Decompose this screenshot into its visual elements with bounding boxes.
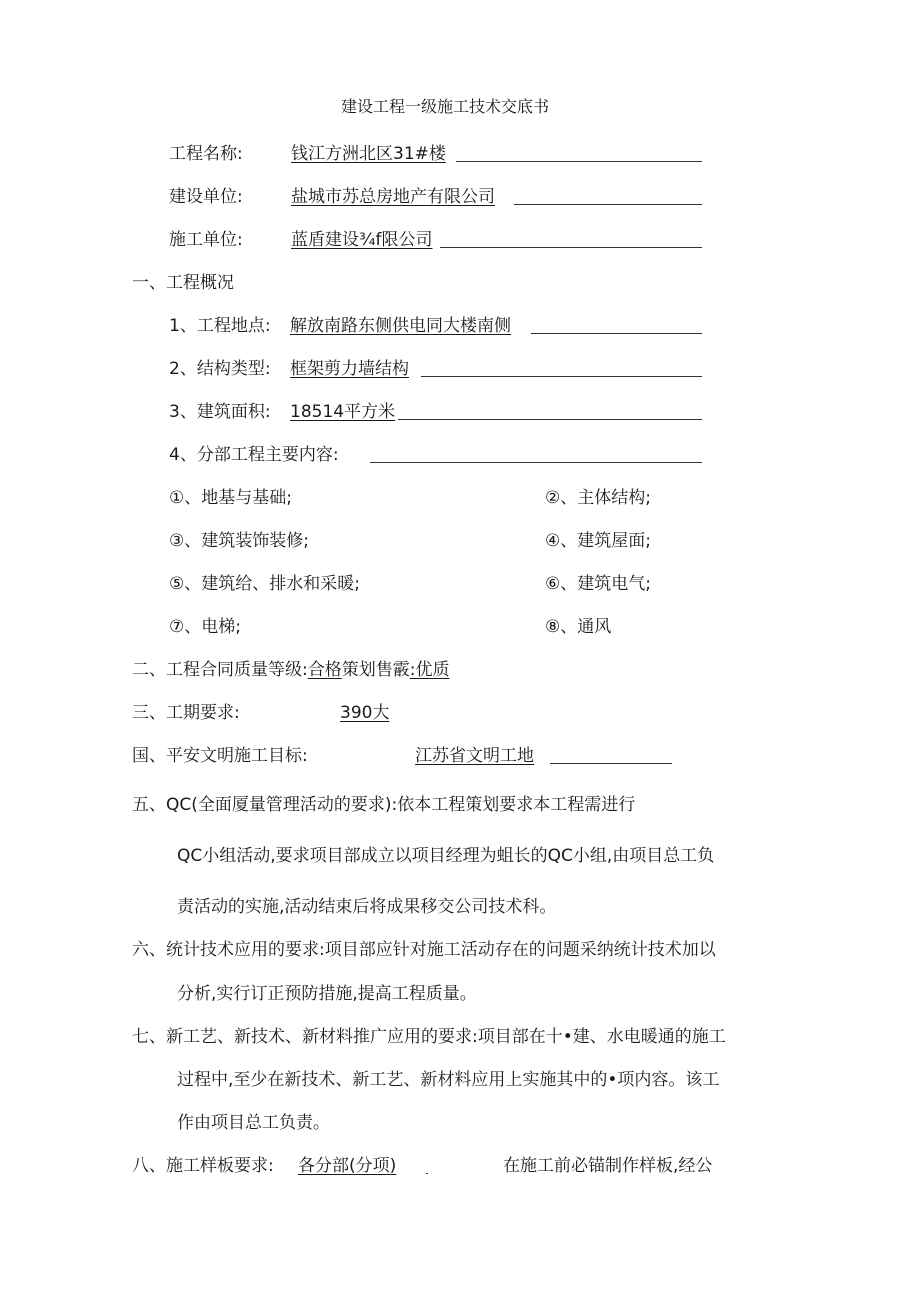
location-value: 解放南路东侧供电同大楼南侧 [290,316,511,336]
section6-line: 分析,实行订正预防措施,提高工程质量。 [177,984,477,1004]
subdivision-item: ③、建筑装饰装修; [169,531,309,551]
project-name-label: 工程名称: [169,144,243,164]
contractor-value: 蓝盾建设¾f限公司 [291,230,433,250]
quality-target-value: :优质 [409,660,450,680]
section3-heading: 三、工期要求: [132,703,240,723]
duration-value: 390大 [340,703,390,723]
section2-heading [132,662,449,679]
section5-line: 责活动的实施,活动结束后将成果移交公司技术科。 [177,897,557,917]
subdivision-item: ⑧、通风 [545,617,612,637]
section5-line: 五、QC(全面厦量管理活动的要求):依本工程策划要求本工程需进行 [132,795,636,815]
underline-blank [550,763,672,764]
quality-grade-value: 合格 [307,660,342,680]
owner-label: 建设单位: [169,187,243,207]
section4-heading: 国、平安文明施工目标: [132,746,308,766]
area-value: 18514平方米 [290,402,396,422]
location-label: 1、工程地点: [169,316,271,336]
contractor-label: 施工单位: [169,230,243,250]
area-label: 3、建筑面积: [169,402,271,422]
section6-line: 六、统计技术应用的要求:项目部应针对施工活动存在的问题采纳统计技术加以 [132,940,716,960]
underline-blank [531,333,702,334]
document-title: 建设工程一级施工技术交底书 [341,97,550,116]
section7-line: 过程中,至少在新技术、新工艺、新材料应用上实施其中的•项内容。该工 [177,1070,720,1090]
subdivision-item: ④、建筑屋面; [545,531,651,551]
structure-value: 框架剪力墙结构 [290,359,409,379]
subdivision-item: ②、主体结构; [545,488,651,508]
subdivision-item: ⑦、电梯; [169,617,241,637]
safety-goal-value: 江苏省文明工地 [415,746,534,766]
structure-label: 2、结构类型: [169,359,271,379]
underline-blank [514,204,702,205]
underline-blank [370,462,702,463]
sample-scope-value: 各分部(分项) [298,1156,397,1176]
underline-blank [398,419,702,420]
subdivision-item: ①、地基与基础; [169,488,292,508]
section8-heading: 八、施工样板要求: [132,1156,274,1176]
subdivision-item: ⑤、建筑给、排水和采暖; [169,574,360,594]
underline-blank [456,161,702,162]
section2-label: 二、工程合同质量等级: [132,660,308,680]
underline-blank [440,247,702,248]
section1-heading: 一、工程概况 [132,273,234,293]
section5-line: QC小组活动,要求项目部成立以项目经理为蛆长的QC小组,由项目总工负 [177,846,715,866]
subdivisions-label: 4、分部工程主要内容: [169,445,339,465]
owner-value: 盐城市苏总房地产有限公司 [291,187,495,207]
project-name-value: 钱江方洲北区31#楼 [291,144,446,164]
underline-blank [421,376,702,377]
section7-line: 七、新工艺、新技术、新材料推广应用的要求:项目部在十•建、水电暖通的施工 [132,1027,726,1047]
section2-mid-text: 策划售霰 [341,660,410,680]
subdivision-item: ⑥、建筑电气; [545,574,651,594]
section8-rest: 在施工前必锚制作样板,经公 [503,1156,713,1176]
section7-line: 作由项目总工负责。 [177,1113,330,1133]
underline-blank [426,1173,428,1174]
